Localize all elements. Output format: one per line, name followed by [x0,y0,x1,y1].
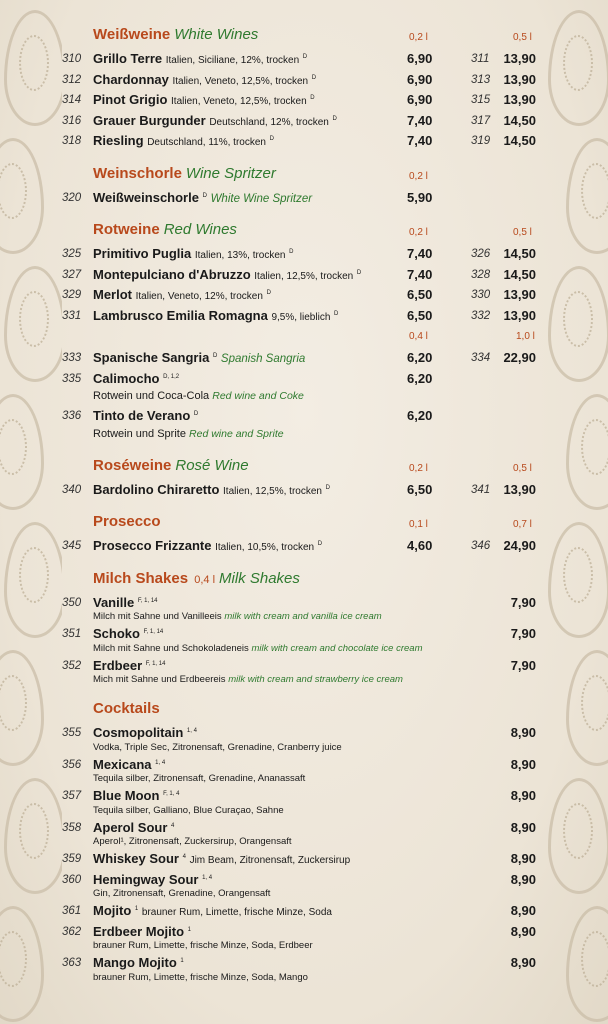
section-title: Milch Shakes 0,4 l Milk Shakes [93,569,300,587]
volume-label-large: 0,7 l [513,519,532,530]
paisley-ornament [0,138,44,254]
section-title: Cocktails [93,700,160,717]
item-title: Hemingway Sour [93,871,199,887]
item-price: 6,20 [407,408,433,423]
item-ingredients: Aperol¹, Zitronensaft, Zuckersirup, Orangensaft [93,836,292,847]
item-price-large: 24,90 [503,538,536,553]
item-ingredients: Mich mit Sahne und Erdbeereis [93,674,226,685]
volume-label-small: 0,4 l [409,331,428,342]
item-number: 355 [62,727,82,739]
item-description [62,773,542,787]
section-wine-spritzer [62,163,542,210]
item-number: 320 [62,191,82,204]
item-description [62,674,542,688]
paisley-ornament [566,906,608,1022]
item-price: 8,90 [510,955,536,970]
item-title: Mojito [93,903,132,918]
paisley-ornament [0,906,44,1022]
item-name [93,595,158,610]
item-price: 6,90 [407,51,433,66]
section-header [62,698,542,724]
menu-item [62,132,542,153]
item-number-large: 319 [471,135,491,147]
item-title: Cosmopolitain [93,725,184,740]
paisley-ornament [548,10,608,126]
section-title: Rotweine Red Wines [93,221,237,238]
item-number-large: 346 [471,540,491,552]
item-number-large: 317 [471,114,491,127]
item-number: 340 [62,483,82,496]
allergen-note: D [302,54,308,60]
item-number: 359 [62,853,82,865]
item-number: 350 [62,596,82,609]
allergen-note: 4 [182,854,186,860]
item-number: 363 [62,957,82,969]
item-number-large: 332 [471,309,491,322]
item-name: Tinto de Verano $^D$ [93,408,199,423]
item-number: 316 [62,114,82,127]
item-name [93,725,197,740]
item-number: 310 [62,53,82,65]
item-title: Aperol Sour [93,819,168,835]
item-name [93,92,315,107]
item-price: 7,40 [407,266,433,282]
item-title: Blue Moon [93,788,160,803]
menu-item [62,245,542,266]
item-title: Grillo Terre [93,51,163,66]
menu-item [62,537,542,558]
item-name [93,51,307,66]
item-ingredients: brauner Rum, Limette, frische Minze, Soda, Mango [93,971,308,983]
item-origin: Italien, 10,5%, trocken [215,542,315,553]
menu-item [62,481,542,502]
allergen-note: D [332,115,337,122]
item-price-large: 13,90 [503,51,536,66]
section-header [62,163,542,189]
allergen-note: D [334,310,339,317]
item-number: 357 [62,790,82,802]
item-ingredients: brauner Rum, Limette, frische Minze, Soda, Erdbeer [93,940,313,951]
item-title: Primitivo Puglia [93,246,192,261]
item-price-large: 22,90 [503,350,536,365]
volume-label-large: 0,5 l [513,462,532,474]
item-origin: Deutschland, 12%, trocken [209,116,329,128]
item-price-large: 14,50 [503,246,536,261]
menu-item [62,307,542,328]
item-title: Mexicana [93,756,152,772]
item-number: 360 [62,873,82,886]
item-price-large: 14,50 [503,133,536,148]
item-number: 345 [62,540,82,552]
volume-label-small: 0,2 l [409,227,428,238]
paisley-ornament [4,522,62,638]
section-milk-shakes [62,568,542,689]
menu-item [62,902,542,923]
item-number: 318 [62,135,82,147]
item-price-large: 14,50 [503,112,536,128]
item-description [62,611,542,625]
item-name [93,955,184,970]
item-price: 8,90 [510,788,536,803]
paisley-ornament [4,10,62,126]
item-name [93,820,174,835]
item-price: 8,90 [510,819,536,835]
paisley-ornament [4,266,62,382]
menu-item [62,91,542,112]
item-number-large: 330 [471,289,491,301]
item-price: 8,90 [510,851,536,866]
item-price: 6,90 [407,92,433,107]
item-price: 6,20 [407,370,433,386]
item-description [62,888,542,902]
menu-item [62,349,542,370]
item-number-large: 313 [471,73,491,86]
item-description: Rotwein und Sprite Red wine and Sprite [93,427,284,440]
item-description [62,940,542,954]
item-price: 8,90 [510,871,536,887]
allergen-note: D [356,269,362,276]
section-title: Roséweine Rosé Wine [93,456,249,474]
allergen-note: D [311,74,317,81]
item-name [93,903,332,918]
item-price-large: 14,50 [503,266,536,282]
item-ingredients: Milch mit Sahne und Vanilleeis [93,611,222,622]
item-price: 7,90 [510,626,536,641]
volume-label-small: 0,2 l [409,462,428,474]
item-description [62,643,542,657]
paisley-ornament [566,394,608,510]
item-description [62,972,542,986]
paisley-ornament [566,650,608,766]
section-white-wines [62,24,542,153]
item-origin: 9,5%, lieblich [271,311,331,323]
item-name [93,851,350,866]
item-name: Weißweinschorle $^D$ White Wine Spritzer [93,189,313,205]
item-number: 333 [62,352,82,364]
item-title: Grauer Burgunder [93,112,206,128]
volume-label-large: 0,5 l [513,32,532,43]
item-name [93,72,316,87]
volume-label-small: 0,1 l [409,519,428,530]
allergen-note: F, 1, 14 [137,597,158,604]
item-title: Prosecco Frizzante [93,538,212,553]
item-title: Montepulciano d'Abruzzo [93,266,251,282]
item-title: Whiskey Sour [93,851,179,866]
item-price-large: 13,90 [503,481,536,497]
item-name [93,538,322,553]
item-number: 361 [62,905,82,917]
item-description-en: milk with cream and vanilla ice cream [224,611,382,622]
item-price-large: 13,90 [503,287,536,302]
item-title: Merlot [93,287,132,302]
section-header [62,24,542,50]
item-ingredients: brauner Rum, Limette, frische Minze, Soda [141,907,332,918]
item-number-large: 341 [471,483,491,496]
item-number-large: 311 [471,53,490,65]
item-name [93,658,165,673]
allergen-note: D [289,249,294,255]
item-price: 7,40 [407,133,433,148]
menu-item [62,850,542,871]
item-ingredients: Gin, Zitronensaft, Grenadine, Orangensaft [93,888,271,899]
item-origin: Italien, 13%, trocken [194,250,286,261]
item-name [93,788,179,803]
item-description [62,742,542,756]
menu-item [62,50,542,71]
item-number-large: 334 [471,352,491,364]
item-name [93,757,165,772]
menu-content [62,24,542,996]
section-title: Prosecco [93,513,161,530]
section-header [62,568,542,594]
paisley-border-right [546,0,608,1024]
item-price: 7,40 [407,246,433,261]
item-price-large: 13,90 [503,307,536,323]
item-price: 6,20 [407,350,433,365]
item-number: 335 [62,372,82,385]
allergen-note: D [269,136,274,142]
item-price-large: 13,90 [503,92,536,107]
item-origin: Italien, Siciliane, 12%, trocken [165,55,300,66]
item-number-large: 315 [471,94,491,106]
item-title: Riesling [93,133,144,148]
item-origin: Deutschland, 11%, trocken [147,137,266,148]
item-number-large: 328 [471,268,491,281]
item-title: Erdbeer [93,657,143,673]
allergen-note: 1, 4 [202,874,213,881]
item-price: 7,90 [510,594,536,610]
item-title: Chardonnay [93,71,169,87]
item-number: 358 [62,821,82,834]
item-ingredients: Jim Beam, Zitronensaft, Zuckersirup [189,855,351,866]
item-name [93,308,338,323]
item-title: Lambrusco Emilia Romagna [93,307,268,323]
item-number: 362 [62,925,82,938]
paisley-ornament [548,778,608,894]
item-price: 7,90 [510,657,536,673]
item-origin: Italien, Veneto, 12,5%, trocken [171,96,307,107]
menu-item [62,266,542,287]
item-origin: Italien, Veneto, 12%, trocken [135,291,263,302]
item-name: Spanische Sangria $^D$ Spanish Sangria [93,350,306,365]
item-ingredients: Milch mit Sahne und Schokoladeneis [93,642,249,654]
item-number: 312 [62,73,82,86]
volume-label-small: 0,2 l [409,170,428,182]
item-number: 314 [62,94,82,106]
item-number: 331 [62,309,82,322]
menu-item [62,407,542,428]
section-header [62,511,542,537]
allergen-note: 1, 4 [155,759,166,766]
item-name [93,267,361,282]
item-name [93,246,293,261]
item-number: 325 [62,248,82,260]
allergen-note: D [325,484,330,491]
section-cocktails [62,698,542,986]
allergen-note: F, 1, 4 [163,791,180,797]
item-title: Pinot Grigio [93,92,168,107]
paisley-ornament [548,266,608,382]
allergen-note: F, 1, 14 [145,660,166,667]
volume-label-large: 0,5 l [513,227,532,238]
item-name [93,924,191,939]
item-price: 8,90 [510,903,536,918]
allergen-note: F, 1, 14 [143,629,164,635]
item-origin: Italien, Veneto, 12,5%, trocken [172,75,309,87]
item-price: 6,50 [407,287,433,302]
section-title: Weinschorle Wine Spritzer [93,164,276,182]
item-title: Mango Mojito [93,955,177,970]
item-price: 6,50 [407,307,433,323]
item-name [93,872,212,887]
item-price: 6,50 [407,481,433,497]
item-ingredients: Vodka, Triple Sec, Zitronensaft, Grenadine, Cranberry juice [93,741,342,753]
allergen-note: 1, 4 [186,728,197,734]
allergen-note: 1 [180,958,184,964]
menu-item [62,112,542,133]
item-ingredients: Tequila silber, Galliano, Blue Curaçao, Sahne [93,804,284,816]
section-rose-wine [62,455,542,502]
item-origin: Italien, 12,5%, trocken [223,485,322,497]
allergen-note: D [317,541,323,547]
section-prosecco [62,511,542,558]
item-price: 6,90 [407,71,433,87]
item-name [93,482,330,497]
item-price: 4,60 [407,538,433,553]
item-description [62,805,542,819]
volume-row [62,327,542,349]
paisley-ornament [0,394,44,510]
item-title: Vanille [93,594,135,610]
item-name [93,113,337,128]
item-price: 8,90 [510,725,536,740]
item-number: 352 [62,659,82,672]
menu-item [62,370,542,391]
item-description-en: milk with cream and strawberry ice cream [228,674,403,685]
section-header [62,455,542,481]
item-price: 5,90 [407,189,433,205]
menu-item [62,286,542,307]
paisley-border-left [0,0,62,1024]
item-description: Rotwein und Coca-Cola Red wine and Coke [93,390,304,402]
allergen-note: D [310,95,315,101]
allergen-note: 1 [187,926,191,933]
volume-label-large: 1,0 l [516,331,535,342]
item-price-large: 13,90 [503,71,536,87]
item-title: Erdbeer Mojito [93,923,185,939]
item-name [93,626,163,641]
item-number-large: 326 [471,248,491,260]
paisley-ornament [4,778,62,894]
item-name [93,133,274,148]
item-name [93,287,271,302]
item-title: Schoko [93,626,140,641]
volume-label-small: 0,2 l [409,32,428,43]
section-title: Weißweine White Wines [93,26,259,43]
allergen-note: D [266,290,271,296]
paisley-ornament [0,650,44,766]
item-number: 351 [62,628,82,640]
item-number: 336 [62,410,82,422]
item-description [62,836,542,850]
item-price: 8,90 [510,923,536,939]
item-number: 329 [62,289,82,301]
item-number: 327 [62,268,82,281]
paisley-ornament [548,522,608,638]
item-name: Calimocho $^{D, 1,2}$ [93,370,180,386]
allergen-note: 1 [134,906,139,912]
item-description-en: milk with cream and chocolate ice cream [251,642,423,654]
item-origin: Italien, 12,5%, trocken [254,270,354,282]
item-number: 356 [62,758,82,771]
menu-item [62,189,542,210]
allergen-note: 4 [171,822,175,829]
item-title: Bardolino Chiraretto [93,481,220,497]
section-header [62,219,542,245]
paisley-ornament [566,138,608,254]
item-price: 8,90 [510,756,536,772]
section-red-wines [62,219,542,445]
item-price: 7,40 [407,112,433,128]
menu-item [62,71,542,92]
item-ingredients: Tequila silber, Zitronensaft, Grenadine, Ananassaft [93,773,306,784]
